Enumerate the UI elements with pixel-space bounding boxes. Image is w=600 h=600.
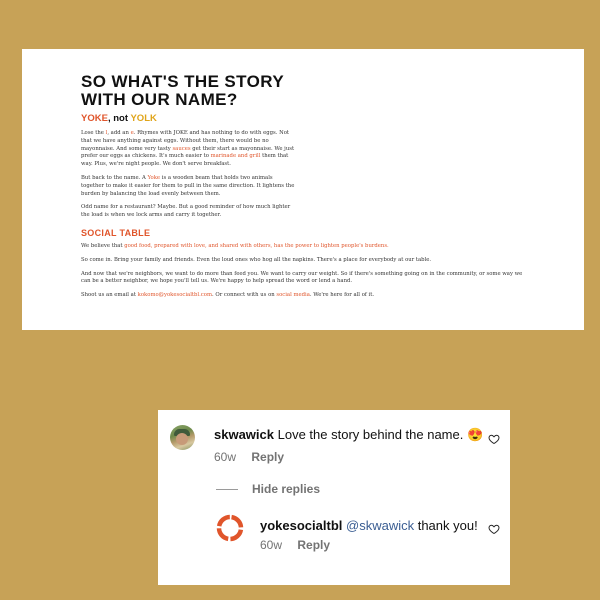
comment-2-mention[interactable]: @skwawick [346, 518, 415, 533]
p7-text-c: . We're here for all of it. [309, 292, 375, 299]
paragraph-2 [81, 175, 296, 198]
hide-replies-divider [216, 489, 238, 490]
comment-2-text: thank you! [414, 518, 478, 533]
comment-2-reply-button[interactable]: Reply [297, 538, 331, 552]
comments-panel [158, 410, 510, 585]
article-content [81, 73, 541, 306]
p7-text-a: Shoot us an email at [81, 292, 138, 299]
comment-2-username[interactable]: yokesocialtbl [260, 518, 343, 533]
comment-1-age: 60w [214, 450, 237, 464]
yoke-logo-icon[interactable] [216, 514, 244, 542]
p4-text-a: We believe that [81, 242, 125, 249]
marinade-link[interactable]: marinade and grill [210, 153, 261, 160]
p1-text-b: , add an [107, 130, 131, 136]
social-media-link[interactable]: social media [276, 292, 310, 299]
p1-letter-e: e [130, 130, 134, 136]
comment-1-username[interactable]: skwawick [214, 427, 274, 442]
comment-1-meta [214, 450, 284, 464]
yoke-link[interactable]: Yoke [147, 174, 161, 181]
comment-2-meta [260, 538, 330, 552]
avatar-skwawick[interactable] [170, 425, 195, 450]
subtitle-yolk: YOLK [130, 113, 157, 124]
email-link[interactable]: kokomo@yokesocialtbl.com [137, 292, 212, 299]
paragraph-6: And now that we're neighbors, we want to do more than feed you. We want to carry our weight. So if there's something going on in the community, or some way we can be a better neighbor, we hope you'll tell us. We're happy to help spread the word or lend a hand. [81, 270, 523, 285]
article-card [22, 49, 584, 330]
p1-text-a: Lose the [81, 130, 106, 136]
paragraph-1 [81, 130, 296, 169]
paragraph-3: Odd name for a restaurant? Maybe. But a good reminder of how much lighter the load is when we lock arms and carry it together. [81, 204, 291, 219]
article-subtitle [81, 113, 541, 124]
avatar-face-shape [176, 433, 188, 445]
p2-text-b: is a wooden beam that holds two animals together to make it easier for them to pull in the same direction. It lightens the burden by balancing the load evenly between them. [81, 174, 295, 197]
p2-text-a: But back to the name. A [81, 174, 148, 181]
comment-1-line [214, 427, 483, 443]
hide-replies-label: Hide replies [252, 482, 321, 496]
comment-2-line [260, 518, 478, 533]
p7-text-b: . Or connect with us on [211, 292, 277, 299]
heart-icon[interactable] [488, 433, 500, 445]
paragraph-7 [81, 292, 531, 300]
p1-text-d: get their start as mayonnaise. We just prefer our eggs as chickens. It's much easier to [81, 145, 295, 160]
p1-letter-l: l [105, 130, 108, 136]
subtitle-not: , not [107, 113, 131, 124]
p1-text-c: . Rhymes with JOKE and has nothing to do with eggs. Not that we have anything against eggs. Without them, there would be no mayonnaise. And some very tasty [81, 130, 290, 152]
comment-1-text: Love the story behind the name. 😍 [277, 427, 484, 442]
section-heading-social-table: SOCIAL TABLE [81, 227, 151, 238]
p1-text-f: them that way. Plus, we're night people. We don't serve breakfast. [81, 153, 289, 168]
subtitle-yoke: YOKE [81, 113, 108, 124]
heart-icon[interactable] [488, 523, 500, 535]
sauces-link[interactable]: sauces [172, 145, 191, 152]
hide-replies-button[interactable] [216, 482, 320, 496]
comment-1-reply-button[interactable]: Reply [251, 450, 285, 464]
p4-highlight: good food, prepared with love, and shared with others, has the power to lighten people's burdens. [124, 242, 389, 249]
paragraph-5: So come in. Bring your family and friends. Even the loud ones who hog all the napkins. There's a place for everybody at our table. [81, 256, 432, 263]
paragraph-4 [81, 243, 531, 251]
comment-2-age: 60w [260, 538, 283, 552]
article-title: SO WHAT'S THE STORY WITH OUR NAME? [81, 72, 284, 109]
